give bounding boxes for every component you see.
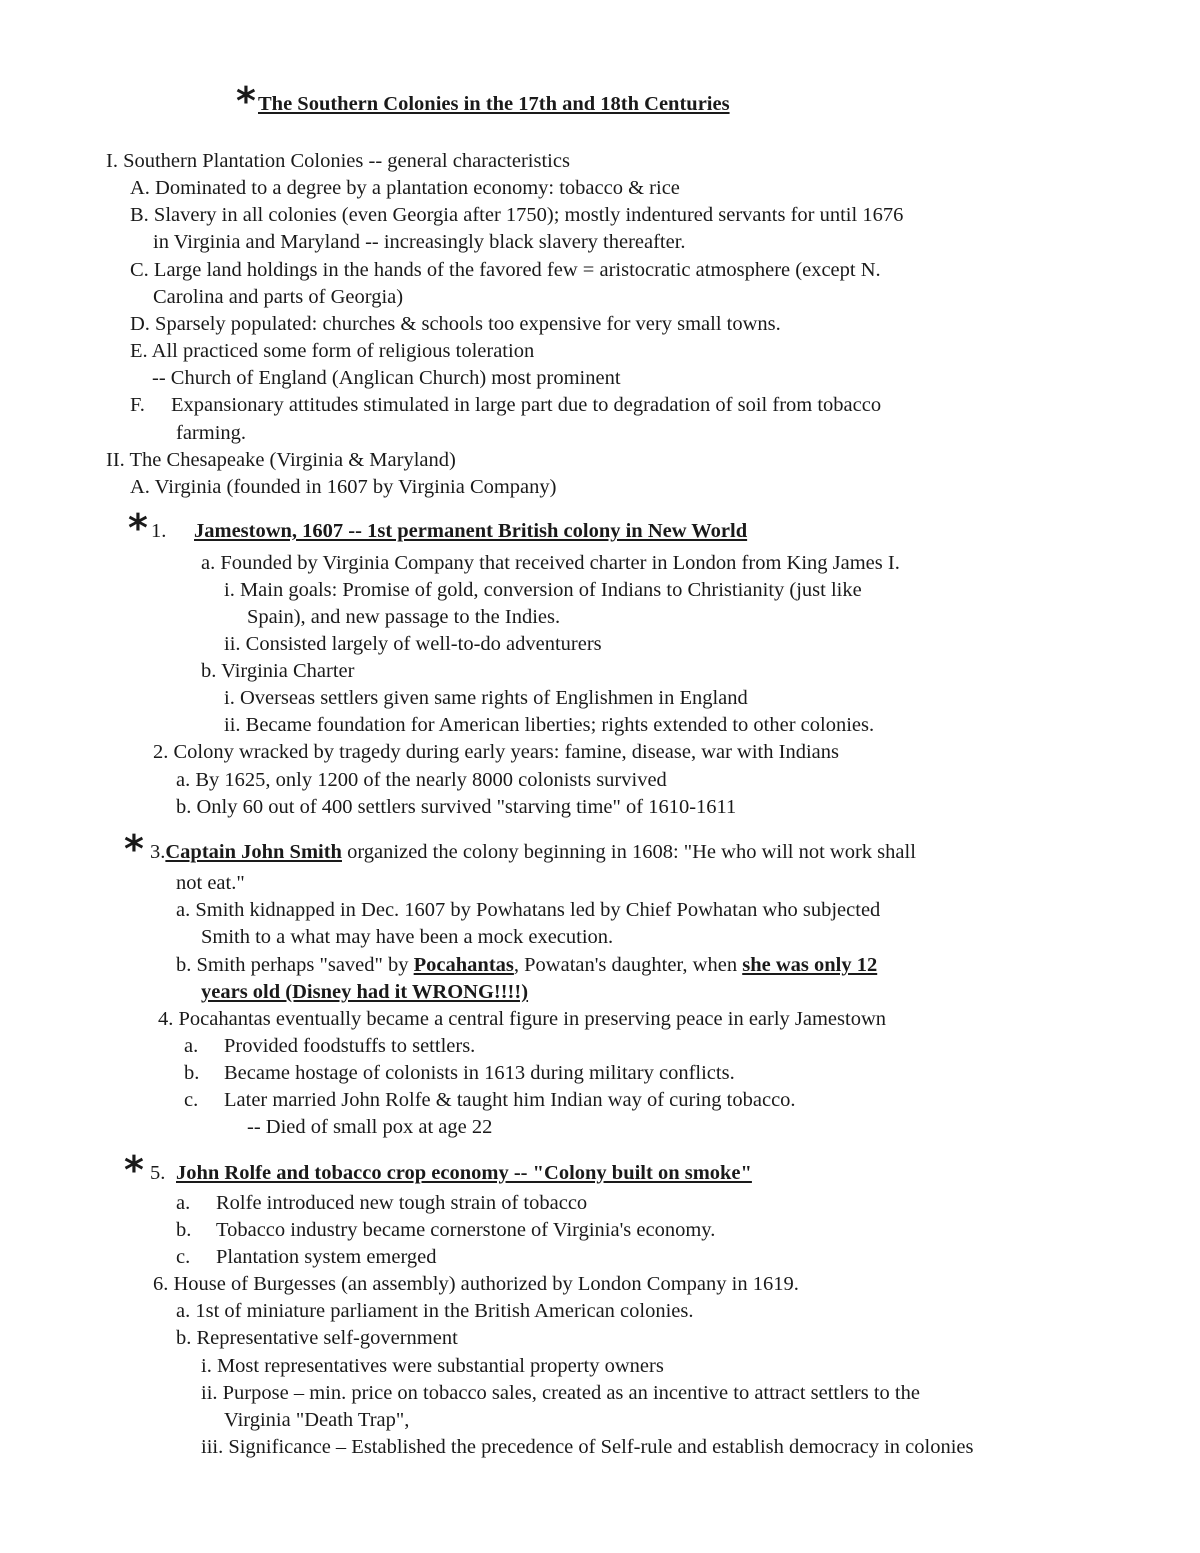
outline-item: b. Representative self-government [176,1327,458,1349]
outline-text: , Powatan's daughter, when [513,954,743,976]
section-i-heading: I. Southern Plantation Colonies -- general characteristics [106,150,570,172]
outline-item: E. All practiced some form of religious toleration [130,340,535,362]
outline-label: b. [184,1062,200,1084]
outline-label: b. [176,1219,192,1241]
outline-item: 6. House of Burgesses (an assembly) authorized by London Company in 1619. [153,1273,799,1295]
outline-text: organized the colony beginning in 1608: "He who will not work shall [341,841,916,863]
outline-item: Plantation system emerged [216,1246,437,1268]
outline-item-continued: Smith to a what may have been a mock execution. [201,926,614,948]
asterisk-mark: * [124,1148,144,1192]
outline-item-continued: Virginia "Death Trap", [224,1409,410,1431]
outline-item-continued: farming. [176,422,247,444]
outline-item: b. Only 60 out of 400 settlers survived "starving time" of 1610-1611 [176,796,737,818]
outline-item: i. Main goals: Promise of gold, conversion of Indians to Christianity (just like [224,579,862,601]
outline-item: ii. Consisted largely of well-to-do adventurers [224,633,602,655]
outline-item: Later married John Rolfe & taught him Indian way of curing tobacco. [224,1089,796,1111]
outline-label: F. [130,394,145,416]
outline-item: a. 1st of miniature parliament in the British American colonies. [176,1300,694,1322]
outline-item: 4. Pocahantas eventually became a central figure in preserving peace in early Jamestown [158,1008,887,1030]
outline-item-continued: in Virginia and Maryland -- increasingly black slavery thereafter. [153,231,686,253]
outline-item: Expansionary attitudes stimulated in large part due to degradation of soil from tobacco [171,394,882,416]
outline-item: b. Virginia Charter [201,660,355,682]
outline-item [176,952,877,979]
emphasis-text: she was only 12 [742,954,878,976]
outline-item: Became hostage of colonists in 1613 during military conflicts. [224,1062,735,1084]
outline-text: b. Smith perhaps "saved" by [176,954,414,976]
outline-item: A. Virginia (founded in 1607 by Virginia Company) [130,476,557,498]
asterisk-mark: * [128,506,148,550]
emphasis-text: years old (Disney had it WRONG!!!!) [201,981,529,1003]
outline-item-continued: -- Church of England (Anglican Church) most prominent [152,367,621,389]
pocahantas-term: Pocahantas [413,954,514,976]
john-rolfe-heading: John Rolfe and tobacco crop economy -- "Colony built on smoke" [176,1162,752,1184]
captain-john-smith-term: Captain John Smith [165,841,342,863]
outline-item [150,839,916,866]
outline-item: Provided foodstuffs to settlers. [224,1035,476,1057]
outline-item: i. Most representatives were substantial property owners [201,1355,664,1377]
jamestown-heading: Jamestown, 1607 -- 1st permanent British colony in New World [194,520,748,542]
outline-number: 3. [150,841,166,863]
document-title: The Southern Colonies in the 17th and 18th Centuries [258,93,730,115]
outline-label: c. [176,1246,191,1268]
outline-item-continued: -- Died of small pox at age 22 [247,1116,493,1138]
asterisk-mark: * [236,79,256,123]
outline-item-continued: Carolina and parts of Georgia) [153,286,404,308]
asterisk-mark: * [124,827,144,871]
outline-item: C. Large land holdings in the hands of the favored few = aristocratic atmosphere (except N. [130,259,881,281]
outline-number: 1. [151,520,167,542]
outline-item: B. Slavery in all colonies (even Georgia after 1750); mostly indentured servants for until 1676 [130,204,904,226]
outline-item-continued: not eat." [176,872,245,894]
outline-label: a. [176,1192,191,1214]
outline-item: iii. Significance – Established the precedence of Self-rule and establish democracy in colonies [201,1436,974,1458]
outline-item: D. Sparsely populated: churches & schools too expensive for very small towns. [130,313,781,335]
outline-item: a. Smith kidnapped in Dec. 1607 by Powhatans led by Chief Powhatan who subjected [176,899,881,921]
outline-item: ii. Became foundation for American liberties; rights extended to other colonies. [224,714,875,736]
outline-item: 2. Colony wracked by tragedy during early years: famine, disease, war with Indians [153,741,839,763]
outline-label: a. [184,1035,199,1057]
outline-item-continued: Spain), and new passage to the Indies. [247,606,561,628]
outline-item: Tobacco industry became cornerstone of Virginia's economy. [216,1219,716,1241]
section-ii-heading: II. The Chesapeake (Virginia & Maryland) [106,449,456,471]
outline-label: c. [184,1089,199,1111]
outline-item: a. By 1625, only 1200 of the nearly 8000 colonists survived [176,769,667,791]
outline-item: A. Dominated to a degree by a plantation economy: tobacco & rice [130,177,680,199]
outline-item: ii. Purpose – min. price on tobacco sales, created as an incentive to attract settlers to the [201,1382,920,1404]
outline-item: Rolfe introduced new tough strain of tobacco [216,1192,588,1214]
outline-number: 5. [150,1162,166,1184]
outline-item: i. Overseas settlers given same rights of Englishmen in England [224,687,748,709]
outline-item: a. Founded by Virginia Company that received charter in London from King James I. [201,552,900,574]
